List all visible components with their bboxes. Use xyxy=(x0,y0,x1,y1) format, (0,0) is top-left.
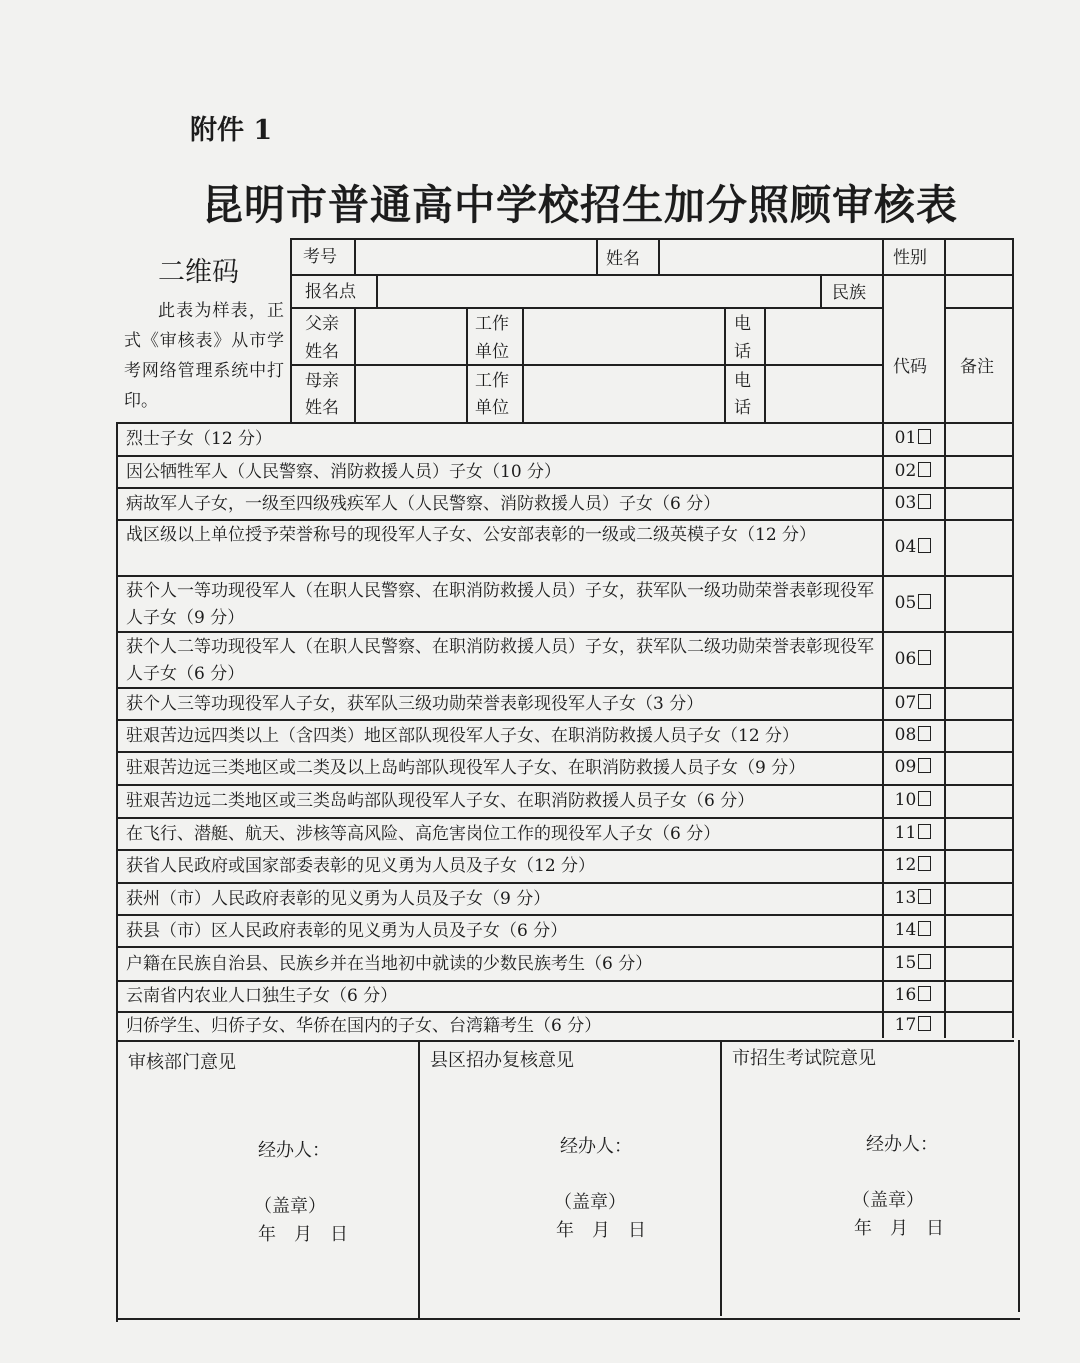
form-title: 昆明市普通高中学校招生加分照顾审核表 xyxy=(202,181,958,229)
category-code-number: 07 xyxy=(894,692,917,713)
category-code-number: 02 xyxy=(894,460,917,481)
v-rule xyxy=(522,307,524,424)
category-code xyxy=(884,855,942,875)
h-rule xyxy=(290,274,1014,276)
category-code-number: 12 xyxy=(894,855,917,875)
handler-label-3: 经办人： xyxy=(866,1134,938,1155)
seal-label-1: （盖章） xyxy=(254,1196,326,1217)
category-row-text: 因公牺牲军人（人民警察、消防救援人员）子女（10 分） xyxy=(126,461,562,482)
category-code-number: 09 xyxy=(894,757,917,777)
seal-label-2: （盖章） xyxy=(554,1192,626,1213)
mother-work-label-a: 工作 xyxy=(475,371,509,391)
category-code-number: 04 xyxy=(894,536,917,557)
county-office-opinion-title: 县区招办复核意见 xyxy=(430,1050,574,1071)
category-code xyxy=(884,725,942,745)
h-rule xyxy=(116,422,1014,424)
v-rule xyxy=(466,307,468,424)
category-code-number: 11 xyxy=(894,822,917,843)
v-rule xyxy=(1012,238,1014,1038)
category-code-number: 10 xyxy=(894,790,917,810)
category-code-number: 03 xyxy=(894,492,917,513)
h-rule xyxy=(290,238,1014,240)
category-code-number: 15 xyxy=(894,952,917,973)
category-code-number: 16 xyxy=(894,985,917,1005)
v-rule xyxy=(596,238,598,274)
h-rule xyxy=(116,455,1014,457)
h-rule xyxy=(116,784,1014,786)
category-row-text: 获省人民政府或国家部委表彰的见义勇为人员及子女（12 分） xyxy=(126,856,596,876)
category-row-text: 获个人二等功现役军人（在职人民警察、在职消防救援人员）子女，获军队二级功勋荣誉表彰现役军人子女（6 分） xyxy=(126,637,874,684)
h-rule xyxy=(116,575,1014,577)
checkbox[interactable] xyxy=(918,462,931,477)
v-rule xyxy=(720,1040,722,1316)
checkbox[interactable] xyxy=(918,726,931,741)
remark-header: 备注 xyxy=(960,357,994,377)
qr-code-label: 二维码 xyxy=(158,257,239,288)
h-rule xyxy=(116,519,1014,521)
v-rule xyxy=(764,307,766,424)
category-code xyxy=(884,757,942,777)
category-code xyxy=(884,428,942,448)
city-exam-institute-opinion-title: 市招生考试院意见 xyxy=(732,1048,876,1069)
category-code xyxy=(884,888,942,908)
v-rule xyxy=(944,238,946,1038)
category-code xyxy=(884,649,942,669)
h-rule xyxy=(116,849,1014,851)
mother-label-a: 母亲 xyxy=(305,371,339,391)
category-code-number: 08 xyxy=(894,724,917,745)
exam-no-label: 考号 xyxy=(303,247,337,267)
h-rule xyxy=(116,946,1014,948)
checkbox[interactable] xyxy=(918,986,931,1001)
v-rule xyxy=(724,307,726,424)
checkbox[interactable] xyxy=(918,429,931,444)
handler-label-1: 经办人： xyxy=(258,1140,330,1161)
category-code xyxy=(884,790,942,810)
h-rule xyxy=(290,364,882,366)
review-dept-opinion-title: 审核部门意见 xyxy=(128,1052,236,1073)
checkbox[interactable] xyxy=(918,856,931,871)
category-code-number: 05 xyxy=(894,592,917,613)
checkbox[interactable] xyxy=(918,921,931,936)
father-work-label-b: 单位 xyxy=(475,342,509,362)
gender-label: 性别 xyxy=(893,248,927,268)
h-rule xyxy=(116,914,1014,916)
h-rule xyxy=(116,487,1014,489)
category-code-number: 17 xyxy=(894,1015,917,1035)
category-row-text: 驻艰苦边远二类地区或三类岛屿部队现役军人子女、在职消防救援人员子女（6 分） xyxy=(126,791,755,811)
checkbox[interactable] xyxy=(918,538,931,553)
h-rule xyxy=(116,817,1014,819)
ethnicity-label: 民族 xyxy=(832,283,866,303)
category-code xyxy=(884,1015,942,1035)
h-rule xyxy=(116,1318,1020,1320)
category-code xyxy=(884,823,942,843)
category-code xyxy=(884,693,942,713)
checkbox[interactable] xyxy=(918,594,931,609)
v-rule xyxy=(290,238,292,424)
v-rule xyxy=(418,1040,420,1318)
category-code-number: 13 xyxy=(894,887,917,908)
h-rule xyxy=(116,751,1014,753)
seal-label-3: （盖章） xyxy=(852,1190,924,1211)
date-label-3: 年 月 日 xyxy=(854,1218,944,1239)
checkbox[interactable] xyxy=(918,758,931,773)
category-row-text: 战区级以上单位授予荣誉称号的现役军人子女、公安部表彰的一级或二级英模子女（12 分） xyxy=(126,525,817,545)
checkbox[interactable] xyxy=(918,824,931,839)
mother-work-label-b: 单位 xyxy=(475,398,509,418)
checkbox[interactable] xyxy=(918,694,931,709)
checkbox[interactable] xyxy=(918,650,931,665)
category-row-text: 户籍在民族自治县、民族乡并在当地初中就读的少数民族考生（6 分） xyxy=(126,953,653,974)
checkbox[interactable] xyxy=(918,791,931,806)
checkbox[interactable] xyxy=(918,1016,931,1031)
v-rule xyxy=(1018,1040,1020,1312)
father-label-a: 父亲 xyxy=(305,314,339,334)
date-label-1: 年 月 日 xyxy=(258,1224,348,1245)
category-code-number: 06 xyxy=(894,648,917,669)
father-label-b: 姓名 xyxy=(305,342,339,362)
mother-phone-label-b: 话 xyxy=(734,398,751,418)
reg-site-label: 报名点 xyxy=(305,282,356,302)
date-label-2: 年 月 日 xyxy=(556,1220,646,1241)
handler-label-2: 经办人： xyxy=(560,1136,632,1157)
h-rule xyxy=(290,307,882,309)
category-row-text: 获县（市）区人民政府表彰的见义勇为人员及子女（6 分） xyxy=(126,920,568,941)
code-header: 代码 xyxy=(893,357,927,377)
category-code xyxy=(884,593,942,613)
checkbox[interactable] xyxy=(918,889,931,904)
h-rule xyxy=(116,1040,1014,1042)
category-row-text: 获州（市）人民政府表彰的见义勇为人员及子女（9 分） xyxy=(126,888,551,909)
category-row-text: 云南省内农业人口独生子女（6 分） xyxy=(126,986,398,1006)
checkbox[interactable] xyxy=(918,494,931,509)
category-row-text: 获个人一等功现役军人（在职人民警察、在职消防救援人员）子女，获军队一级功勋荣誉表彰现役军人子女（9 分） xyxy=(126,581,874,628)
v-rule xyxy=(882,238,884,1038)
v-rule xyxy=(820,274,822,307)
v-rule xyxy=(354,307,356,424)
father-work-label-a: 工作 xyxy=(475,314,509,334)
attachment-label: 附件 1 xyxy=(190,115,273,146)
category-code-number: 01 xyxy=(894,428,917,448)
category-row-text: 在飞行、潜艇、航天、涉核等高风险、高危害岗位工作的现役军人子女（6 分） xyxy=(126,823,721,844)
mother-phone-label-a: 电 xyxy=(734,371,751,391)
category-code xyxy=(884,985,942,1005)
category-row-text: 病故军人子女，一级至四级残疾军人（人民警察、消防救援人员）子女（6 分） xyxy=(126,493,721,514)
category-code xyxy=(884,461,942,481)
v-rule xyxy=(658,238,660,274)
category-row-text: 驻艰苦边远三类地区或二类及以上岛屿部队现役军人子女、在职消防救援人员子女（9 分） xyxy=(126,758,806,778)
father-phone-label-b: 话 xyxy=(734,342,751,362)
h-rule xyxy=(116,980,1014,982)
name-label: 姓名 xyxy=(606,249,640,269)
v-rule xyxy=(376,274,378,307)
h-rule xyxy=(116,719,1014,721)
h-rule xyxy=(116,882,1014,884)
father-phone-label-a: 电 xyxy=(734,314,751,334)
category-code xyxy=(884,920,942,940)
category-code-number: 14 xyxy=(894,919,917,940)
checkbox[interactable] xyxy=(918,954,931,969)
h-rule xyxy=(944,307,1014,309)
v-rule xyxy=(354,238,356,274)
category-row-text: 获个人三等功现役军人子女，获军队三级功勋荣誉表彰现役军人子女（3 分） xyxy=(126,693,704,714)
sample-note: 此表为样表，正式《审核表》从市学考网络管理系统中打印。 xyxy=(124,301,284,411)
category-row-text: 烈士子女（12 分） xyxy=(126,429,273,449)
category-code xyxy=(884,493,942,513)
category-row-text: 驻艰苦边远四类以上（含四类）地区部队现役军人子女、在职消防救援人员子女（12 分） xyxy=(126,725,800,746)
category-code xyxy=(884,953,942,973)
mother-label-b: 姓名 xyxy=(305,398,339,418)
category-code xyxy=(884,537,942,557)
v-rule xyxy=(116,422,118,1322)
category-row-text: 归侨学生、归侨子女、华侨在国内的子女、台湾籍考生（6 分） xyxy=(126,1016,602,1036)
